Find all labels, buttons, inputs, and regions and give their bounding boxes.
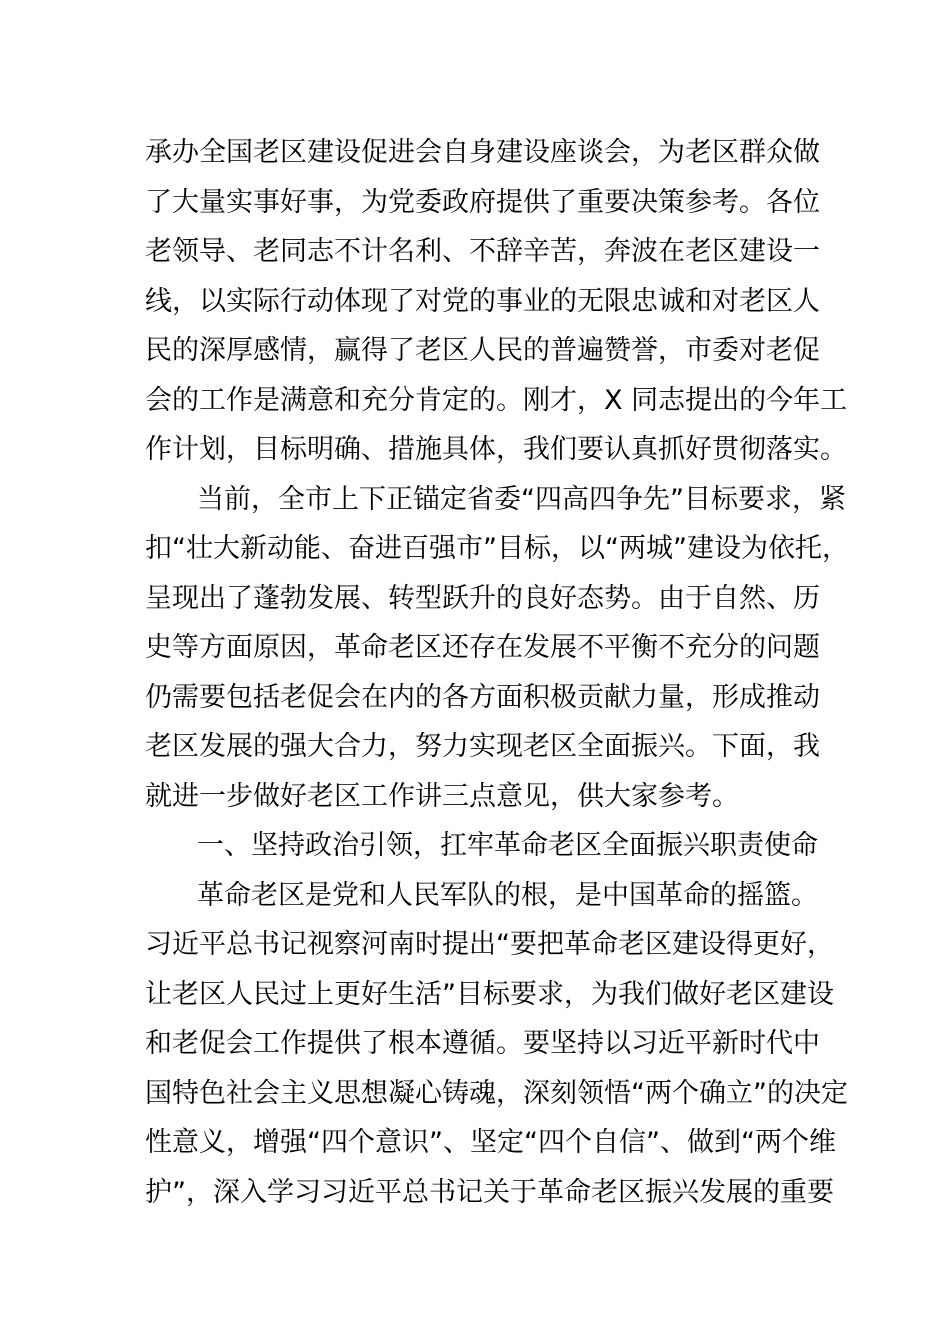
text-line: 会的工作是满意和充分肯定的。刚才，X 同志提出的今年工 [145,384,848,416]
text-line: 了大量实事好事，为党委政府提供了重要决策参考。各位 [145,186,820,218]
text-line: 和老促会工作提供了根本遵循。要坚持以习近平新时代中 [145,1028,820,1059]
text-line: 老区发展的强大合力，努力实现老区全面振兴。下面，我 [145,731,820,762]
text-line: 民的深厚感情，赢得了老区人民的普遍赞誉，市委对老促 [145,335,820,366]
text-line: 老领导、老同志不计名利、不辞辛苦，奔波在老区建设一 [145,236,820,267]
heading-line: 一、坚持政治引领，扛牢革命老区全面振兴职责使命 [197,830,818,861]
paragraph-1 [145,128,848,475]
text-line: 习近平总书记视察河南时提出“要把革命老区建设得更好， [145,929,834,960]
paragraph-2 [145,475,849,822]
section-heading [145,821,818,871]
paragraph-3 [145,871,848,1218]
document-body [145,128,849,1217]
text-line: 性意义，增强“四个意识”、坚定“四个自信”、做到“两个维 [145,1127,836,1158]
text-line: 国特色社会主义思想凝心铸魂，深刻领悟“两个确立”的决定 [145,1077,848,1109]
text-line: 承办全国老区建设促进会自身建设座谈会，为老区群众做 [145,137,820,168]
text-line: 革命老区是党和人民军队的根，是中国革命的摇篮。 [197,879,818,911]
text-line: 线，以实际行动体现了对党的事业的无限忠诚和对老区人 [145,285,820,317]
text-line: 史等方面原因，革命老区还存在发展不平衡不充分的问题 [145,632,820,663]
text-line: 扣“壮大新动能、奋进百强市”目标，以“两城”建设为依托， [145,533,849,564]
text-line: 就进一步做好老区工作讲三点意见，供大家参考。 [145,780,739,812]
text-line: 呈现出了蓬勃发展、转型跃升的良好态势。由于自然、历 [145,582,820,614]
text-line: 仍需要包括老促会在内的各方面积极贡献力量，形成推动 [145,681,820,713]
text-line: 护”，深入学习习近平总书记关于革命老区振兴发展的重要 [145,1176,834,1208]
text-line: 当前，全市上下正锚定省委“四高四争先”目标要求，紧 [197,483,846,515]
text-line: 让老区人民过上更好生活”目标要求，为我们做好老区建设 [145,978,834,1010]
text-line: 作计划，目标明确、措施具体，我们要认真抓好贯彻落实。 [145,434,847,465]
